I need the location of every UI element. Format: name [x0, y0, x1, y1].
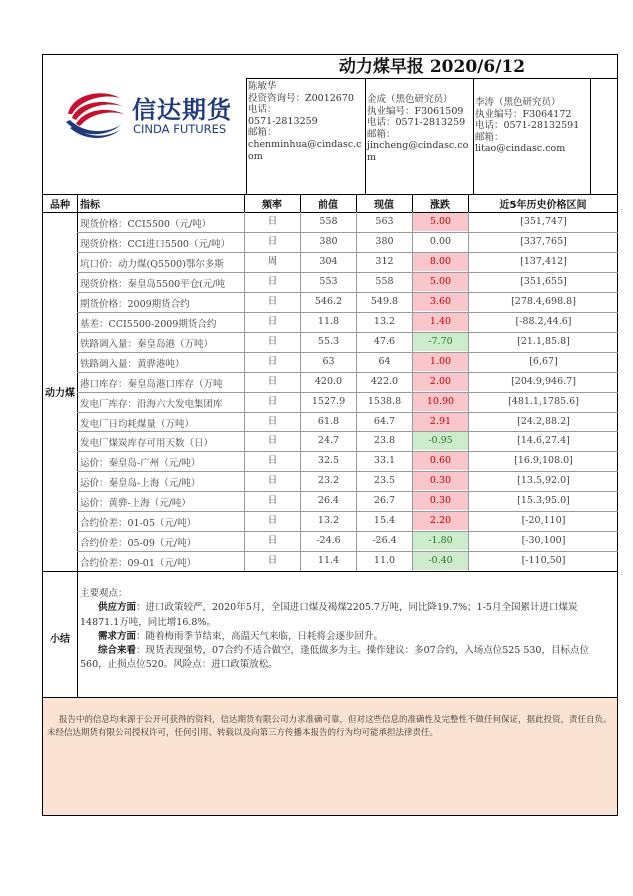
table-bottom [42, 571, 618, 572]
indicator-cell: 铁路调入量：黄骅港吨） [80, 359, 185, 370]
analyst-email[interactable]: litao@cindasc.com [475, 143, 566, 155]
analyst-name: 李涛（黑色研究员） [475, 97, 561, 108]
freq-cell: 日 [267, 336, 278, 347]
range-cell: [-88.2,44.6] [515, 316, 572, 327]
change-cell: 8.00 [413, 253, 468, 271]
curr-cell: 33.1 [373, 455, 396, 466]
logo-en-text: CINDA FUTURES [133, 122, 227, 136]
summary-overall [80, 644, 613, 673]
summary-label: 小结 [50, 634, 70, 645]
curr-cell: 563 [375, 216, 394, 227]
prev-cell: 55.3 [317, 336, 340, 347]
freq-cell: 日 [267, 376, 278, 387]
curr-cell: 23.5 [373, 475, 396, 486]
header-freq: 频率 [262, 200, 282, 211]
table-top [42, 194, 618, 195]
range-cell: [6,67] [529, 356, 558, 367]
curr-cell: 312 [375, 256, 394, 267]
curr-cell: 558 [375, 276, 394, 287]
prev-cell: 32.5 [317, 455, 340, 466]
prev-cell: 23.2 [317, 475, 340, 486]
curr-cell: 13.2 [373, 316, 396, 327]
indicator-cell: 期货价格：2009期货合约 [80, 299, 190, 310]
frame-bottom [42, 815, 618, 816]
overall-label: 综合来看 [98, 645, 137, 657]
indicator-cell: 铁路调入量：秦皇岛港（万吨） [80, 339, 214, 350]
indicator-cell: 现货价格：CCI5500（元/吨） [80, 219, 212, 230]
header-col-line [356, 194, 357, 212]
prev-cell: 380 [319, 236, 338, 247]
frame-top [42, 54, 618, 55]
range-cell: [13.5,92.0] [517, 475, 570, 486]
disclaimer-box [43, 698, 617, 815]
range-cell: [204.9,946.7] [511, 376, 576, 387]
header-col-line [412, 194, 413, 212]
summary-demand [80, 630, 613, 644]
col-line-variety [77, 194, 78, 571]
indicator-cell: 坑口价：动力煤(Q5500)鄂尔多斯 [80, 259, 224, 270]
change-cell: 1.40 [413, 313, 468, 331]
curr-cell: 23.8 [373, 435, 396, 446]
header-divider-2 [365, 78, 366, 194]
header-divider-1 [246, 78, 247, 194]
indicator-cell: 发电厂煤炭库存可用天数（日） [80, 438, 214, 449]
change-cell: 2.00 [413, 373, 468, 391]
range-cell: [337,765] [520, 236, 567, 247]
freq-cell: 日 [267, 296, 278, 307]
range-cell: [16.9,108.0] [514, 455, 573, 466]
curr-cell: 64 [378, 356, 391, 367]
curr-cell: 549.8 [370, 296, 399, 307]
change-cell: -7.70 [413, 333, 468, 351]
header-divider-3 [473, 78, 474, 194]
range-cell: [351,655] [520, 276, 567, 287]
header-divider-4 [590, 78, 591, 194]
prev-cell: 11.8 [317, 316, 340, 327]
analyst-line: 电话：0571-28132591 [475, 120, 580, 132]
freq-cell: 日 [267, 356, 278, 367]
curr-cell: -26.4 [372, 535, 397, 546]
header-range: 近5年历史价格区间 [499, 200, 587, 211]
range-cell: [-20,110] [521, 515, 566, 526]
freq-cell: 日 [267, 555, 278, 566]
indicator-cell: 现货价格：秦皇岛5500平仓(元/吨 [80, 279, 226, 290]
analyst-3 [475, 97, 589, 155]
curr-cell: 1538.8 [367, 396, 402, 407]
change-cell: 0.60 [413, 452, 468, 470]
change-cell: 2.20 [413, 512, 468, 530]
summary-body [80, 587, 613, 673]
prev-cell: 11.4 [317, 555, 340, 566]
header-curr: 现值 [374, 200, 394, 211]
freq-cell: 日 [267, 396, 278, 407]
freq-cell: 日 [267, 435, 278, 446]
range-cell: [-30,100] [521, 535, 566, 546]
freq-cell: 日 [267, 276, 278, 287]
analyst-name: 金成（黑色研究员） [367, 94, 453, 105]
company-logo [62, 84, 242, 144]
freq-cell: 日 [267, 475, 278, 486]
freq-cell: 日 [267, 515, 278, 526]
prev-cell: 24.7 [317, 435, 340, 446]
prev-cell: -24.6 [316, 535, 341, 546]
analyst-name: 陈敏华 [248, 81, 277, 92]
freq-cell: 日 [267, 455, 278, 466]
indicator-cell: 运价：黄骅-上海（元/吨） [80, 498, 191, 509]
change-cell: 5.00 [413, 213, 468, 231]
analyst-email[interactable]: chenminhua@cindasc.com [248, 138, 362, 162]
freq-cell: 日 [267, 495, 278, 506]
curr-cell: 47.6 [373, 336, 396, 347]
analyst-1 [248, 81, 364, 162]
disclaimer-text: 报告中的信息均来源于公开可获得的资料，信达期货有限公司力求准确可靠，但对这些信息的准确性及完整性不做任何保证，据此投资，责任自负。未经信达期货有限公司授权许可，任何引用、转载以及向第三方传播本报告的行为均可能承担法律责任。 [47, 715, 612, 738]
analyst-line: 电话： [248, 104, 277, 116]
analyst-line: 邮箱： [248, 127, 277, 139]
change-cell: 1.00 [413, 353, 468, 371]
change-cell: -0.95 [413, 432, 468, 450]
curr-cell: 15.4 [373, 515, 396, 526]
freq-cell: 日 [267, 236, 278, 247]
header-col-line [468, 194, 469, 212]
change-cell: 0.00 [429, 236, 452, 247]
analyst-line: 邮箱： [367, 128, 396, 140]
prev-cell: 63 [322, 356, 335, 367]
prev-cell: 61.8 [317, 416, 340, 427]
range-cell: [351,747] [520, 216, 567, 227]
indicator-cell: 现货价格：CCI进口5500（元/吨） [80, 239, 231, 250]
indicator-cell: 合约价差：01-05（元/吨） [80, 518, 197, 529]
curr-cell: 11.0 [373, 555, 396, 566]
indicator-cell: 运价：秦皇岛-上海（元/吨） [80, 478, 201, 489]
freq-cell: 日 [267, 216, 278, 227]
supply-label: 供应方面 [98, 602, 137, 614]
summary-supply [80, 601, 613, 630]
header-col-line [300, 194, 301, 212]
summary-divider [77, 571, 78, 697]
prev-cell: 304 [319, 256, 338, 267]
freq-cell: 日 [267, 535, 278, 546]
prev-cell: 1527.9 [311, 396, 346, 407]
curr-cell: 64.7 [373, 416, 396, 427]
header-prev: 前值 [318, 200, 338, 211]
change-cell: 10.90 [413, 393, 468, 411]
analyst-line: 电话：0571-2813259 [367, 117, 466, 129]
range-cell: [278.4,698.8] [511, 296, 576, 307]
demand-label: 需求方面 [98, 630, 137, 642]
range-cell: [21.1,85.8] [517, 336, 570, 347]
analyst-line: 投资咨询号：Z0012670 [248, 92, 354, 104]
freq-cell: 周 [267, 256, 278, 267]
prev-cell: 553 [319, 276, 338, 287]
change-cell: 0.30 [413, 492, 468, 510]
header-change: 涨跌 [430, 200, 450, 211]
prev-cell: 546.2 [314, 296, 343, 307]
prev-cell: 26.4 [317, 495, 340, 506]
header-indicator: 指标 [80, 200, 100, 211]
curr-cell: 380 [375, 236, 394, 247]
logo-cn-text: 信达期货 [132, 96, 232, 124]
title-underline [246, 78, 618, 79]
indicator-cell: 港口库存：秦皇岛港口库存（万吨 [80, 379, 223, 390]
logo-mark-icon [62, 84, 128, 142]
change-cell: -1.80 [413, 532, 468, 550]
range-cell: [15.3,95.0] [517, 495, 570, 506]
prev-cell: 558 [319, 216, 338, 227]
analyst-line: 执业编号：F3061509 [367, 105, 464, 117]
supply-text: ：进口政策较严，2020年5月，全国进口煤及褐煤2205.7万吨，同比降19.7%；1-5月全国累计进口煤炭14871.1万吨，同比增16.8%。 [80, 602, 578, 628]
analyst-line: 0571-2813259 [248, 115, 318, 127]
change-cell: -0.40 [413, 552, 468, 570]
prev-cell: 13.2 [317, 515, 340, 526]
report-title: 动力煤早报 2020/6/12 [338, 57, 526, 77]
indicator-cell: 合约价差：05-09（元/吨） [80, 538, 197, 549]
indicator-cell: 运价：秦皇岛-广州（元/吨） [80, 458, 201, 469]
change-cell: 3.60 [413, 293, 468, 311]
curr-cell: 422.0 [370, 376, 399, 387]
prev-cell: 420.0 [314, 376, 343, 387]
indicator-cell: 发电厂库存：沿海六大发电集团库 [80, 399, 223, 410]
overall-text: ：现货表现强势，07合约不适合做空，逢低做多为主。操作建议：多07合约，入场点位525 530，目标点位560，止损点位520。风险点：进口政策放松。 [80, 645, 589, 671]
analyst-2 [367, 94, 472, 164]
range-cell: [481.1,1785.6] [508, 396, 579, 407]
header-variety: 品种 [50, 200, 70, 211]
header-col-line [244, 194, 245, 212]
analyst-email[interactable]: jincheng@cindasc.com [367, 140, 469, 163]
indicator-cell: 基差：CCI5500-2009期货合约 [80, 319, 217, 330]
indicator-cell: 发电厂日均耗煤量（万吨） [80, 419, 195, 430]
freq-cell: 日 [267, 316, 278, 327]
freq-cell: 日 [267, 416, 278, 427]
indicator-cell: 合约价差：09-01（元/吨） [80, 558, 197, 569]
range-cell: [14.6,27.4] [517, 435, 570, 446]
change-cell: 0.30 [413, 472, 468, 490]
change-cell: 5.00 [413, 273, 468, 291]
demand-text: ：随着梅雨季节结束，高温天气来临，日耗将会逐步回升。 [136, 630, 384, 642]
variety-label: 动力煤 [45, 388, 75, 399]
change-cell: 2.91 [413, 413, 468, 431]
range-cell: [24.2,88.2] [517, 416, 570, 427]
curr-cell: 26.7 [373, 495, 396, 506]
range-cell: [137,412] [520, 256, 567, 267]
analyst-line: 邮箱： [475, 131, 504, 143]
summary-intro: 主要观点： [80, 588, 128, 599]
analyst-line: 执业编号：F3064172 [475, 108, 572, 120]
range-cell: [-110,50] [521, 555, 566, 566]
